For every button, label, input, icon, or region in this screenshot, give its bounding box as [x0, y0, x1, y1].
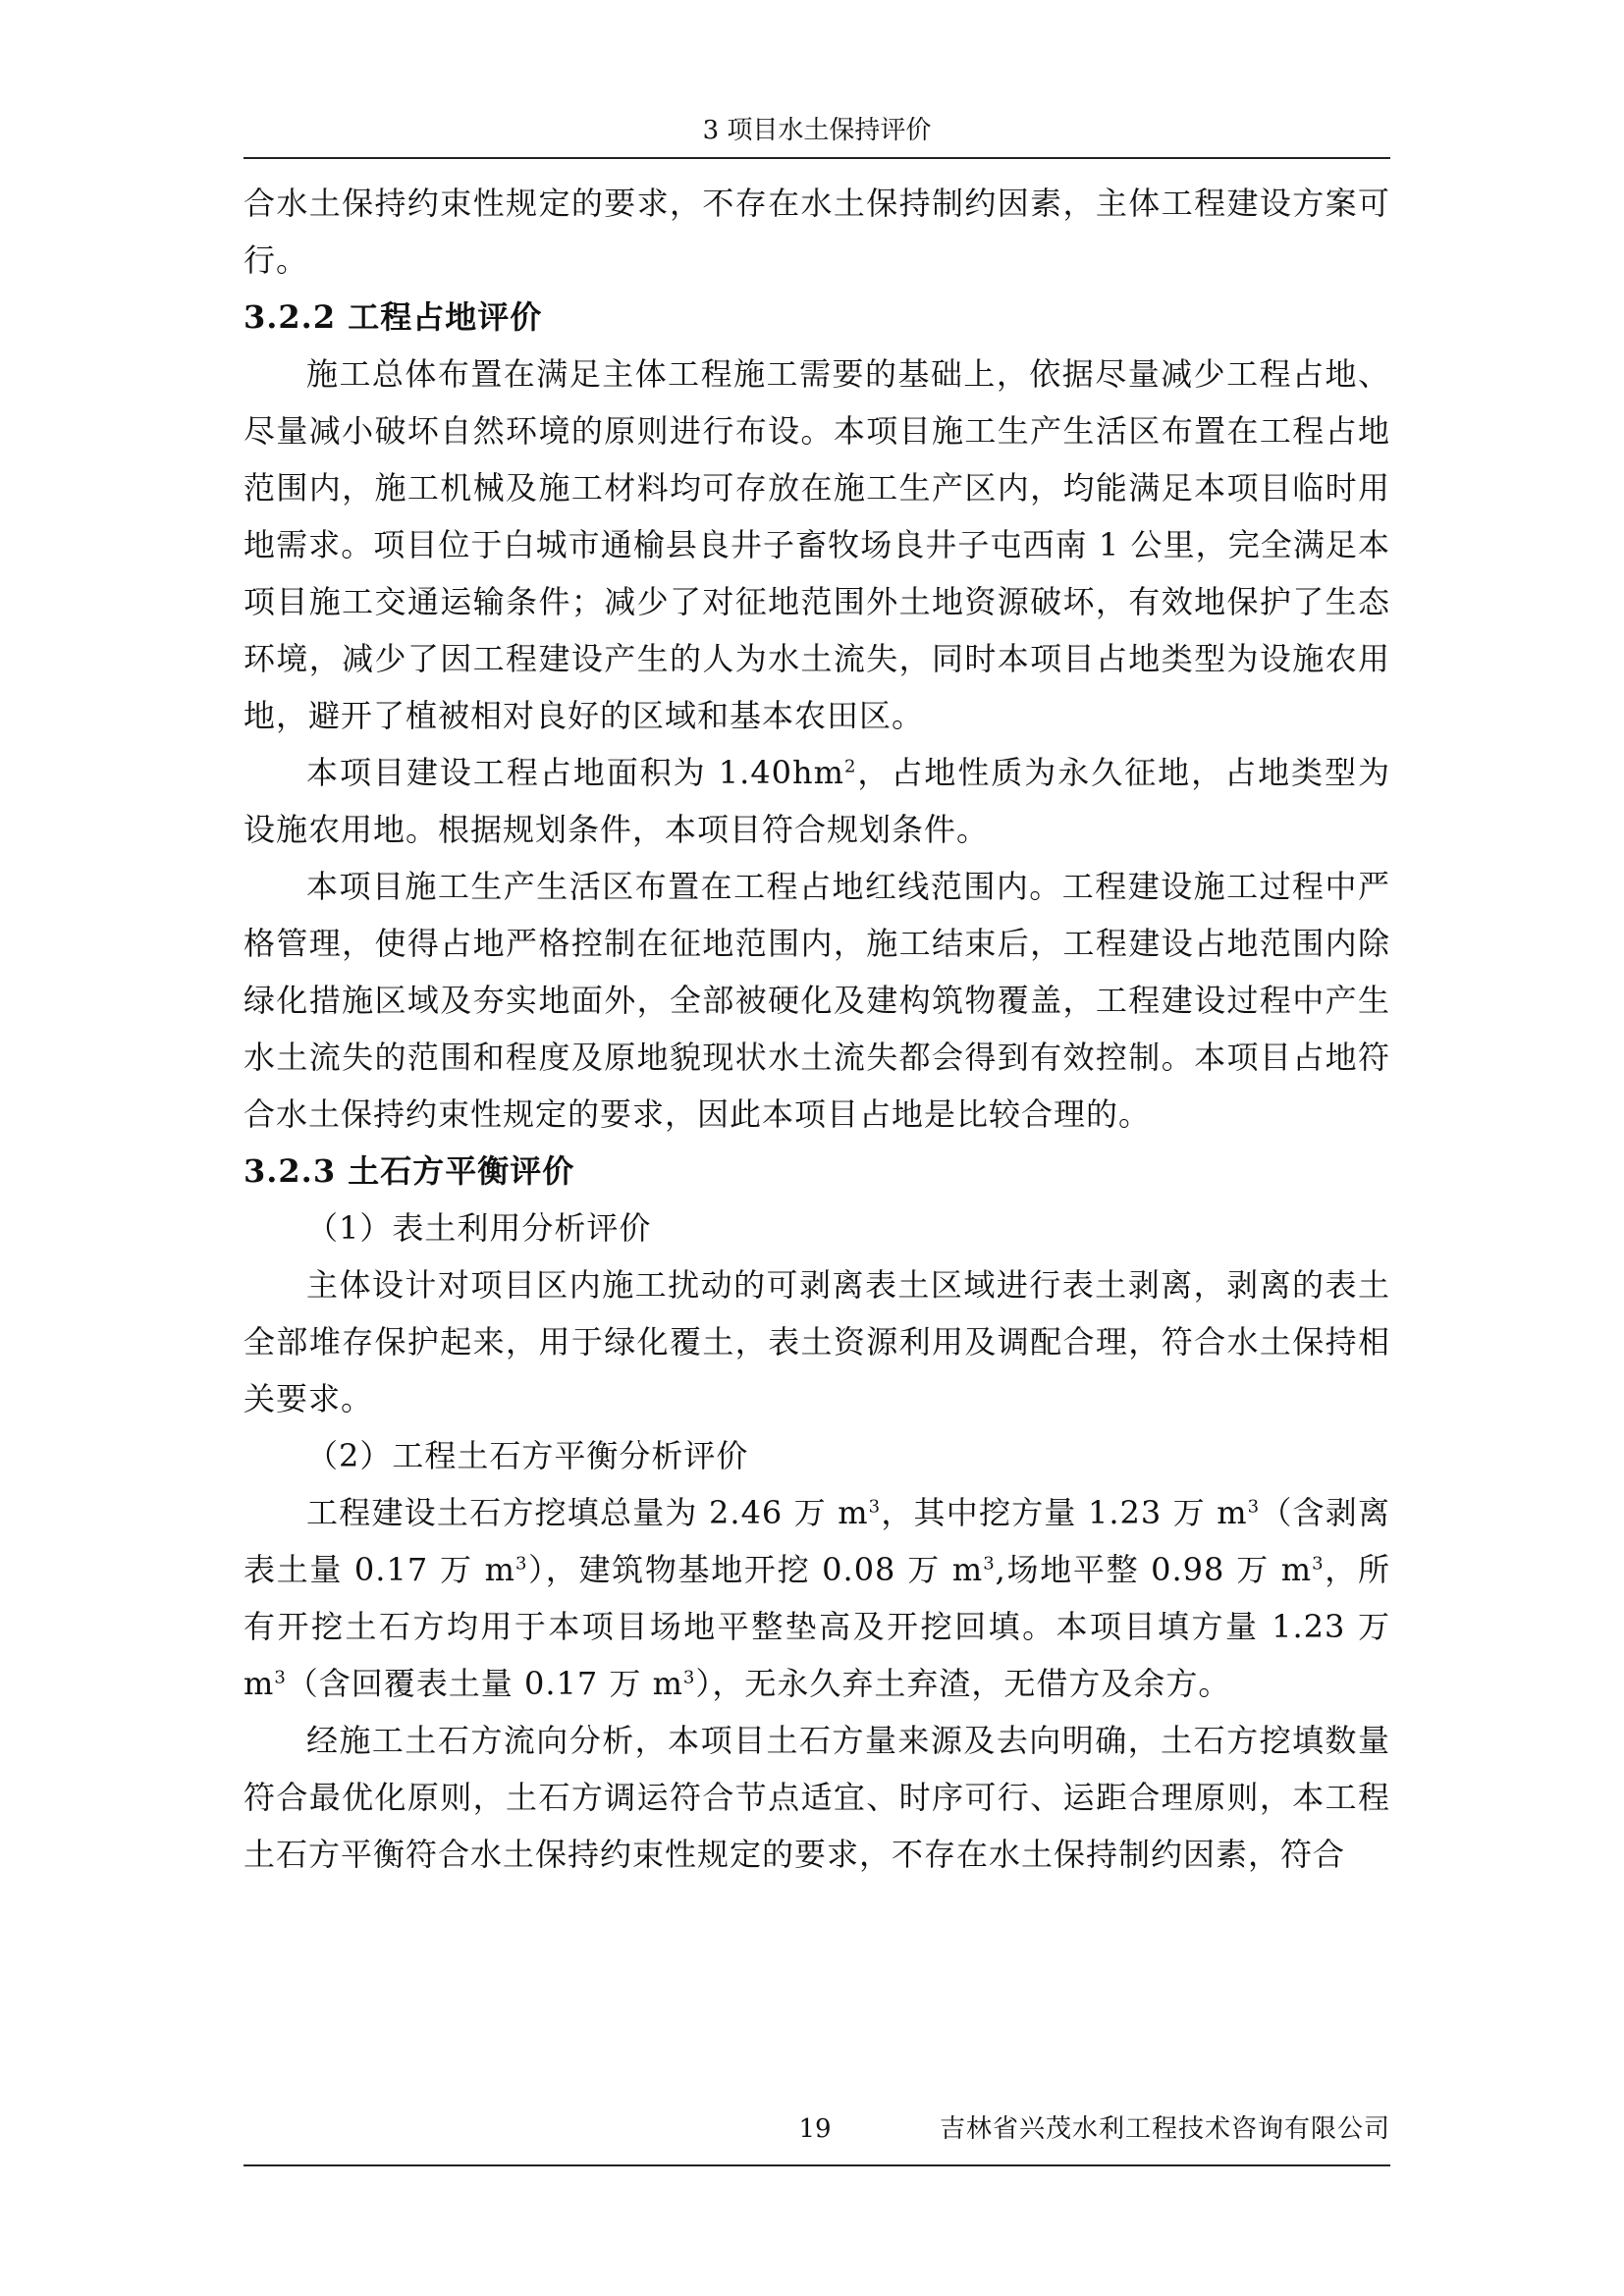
- superscript-3: 3: [514, 1553, 528, 1575]
- land-area-text-a: 本项目建设工程占地面积为 1.40hm: [306, 754, 844, 791]
- earthwork-text-7: （含回覆表土量 0.17 万 m: [286, 1665, 683, 1702]
- company-name: 吉林省兴茂水利工程技术咨询有限公司: [939, 2114, 1390, 2144]
- superscript-3: 3: [983, 1553, 996, 1575]
- superscript-3: 3: [682, 1667, 696, 1688]
- paragraph-land-evaluation: 本项目施工生产生活区布置在工程占地红线范围内。工程建设施工过程中严格管理，使得占地严格控制在征地范围内，施工结束后，工程建设占地范围内除绿化措施区域及夯实地面外，全部被硬化及建构筑物覆盖，工程建设过程中产生水土流失的范围和程度及原地貌现状水土流失都会得到有效控制。本项目占地符合水土保持约束性规定的要求，因此本项目占地是比较合理的。: [244, 868, 1390, 1133]
- page-body: [244, 175, 1390, 1883]
- superscript-2: 2: [844, 756, 857, 777]
- subheading-earthwork-balance: （2）工程土石方平衡分析评价: [306, 1437, 749, 1474]
- header-divider: [244, 157, 1390, 159]
- running-header: 3 项目水土保持评价: [702, 116, 932, 145]
- paragraph-continuation: 合水土保持约束性规定的要求，不存在水土保持制约因素，主体工程建设方案可行。: [244, 185, 1390, 279]
- earthwork-text-5: ,场地平整 0.98 万 m: [995, 1551, 1313, 1588]
- superscript-3: 3: [274, 1667, 287, 1688]
- paragraph-land-area: [244, 744, 1390, 858]
- earthwork-text-8: ），无永久弃土弃渣，无借方及余方。: [695, 1665, 1231, 1702]
- subheading-topsoil: （1）表土利用分析评价: [306, 1209, 652, 1247]
- earthwork-text-6: ，所有开挖土石方均用于本项目场地平整垫高及开挖回填。本项目填方量 1.23 万 m: [244, 1551, 1390, 1702]
- superscript-3: 3: [1247, 1496, 1261, 1518]
- paragraph-earthwork-flow: 经施工土石方流向分析，本项目土石方量来源及去向明确，土石方挖填数量符合最优化原则，土石方调运符合节点适宜、时序可行、运距合理原则，本工程土石方平衡符合水土保持约束性规定的要求，不存在水土保持制约因素，符合: [244, 1722, 1390, 1873]
- superscript-3: 3: [868, 1496, 882, 1518]
- paragraph-topsoil: 主体设计对项目区内施工扰动的可剥离表土区域进行表土剥离，剥离的表土全部堆存保护起来，用于绿化覆土，表土资源利用及调配合理，符合水土保持相关要求。: [244, 1266, 1390, 1417]
- superscript-3: 3: [1312, 1553, 1325, 1575]
- section-heading-3-2-2: 3.2.2 工程占地评价: [244, 298, 543, 336]
- page-number: 19: [798, 2114, 832, 2144]
- paragraph-layout-description: 施工总体布置在满足主体工程施工需要的基础上，依据尽量减少工程占地、尽量减小破坏自然环境的原则进行布设。本项目施工生产生活区布置在工程占地范围内，施工机械及施工材料均可存放在施工生产区内，均能满足本项目临时用地需求。项目位于白城市通榆县良井子畜牧场良井子屯西南 1 公里，完全满足本项目施工交通运输条件；减少了对征地范围外土地资源破坏，有效地保护了生态环境，减少了因工程建设产生的人为水土流失，同时本项目占地类型为设施农用地，避开了植被相对良好的区域和基本农田区。: [244, 355, 1390, 734]
- footer-divider: [244, 2164, 1390, 2166]
- earthwork-text-4: ），建筑物基地开挖 0.08 万 m: [527, 1551, 984, 1588]
- section-heading-3-2-3: 3.2.3 土石方平衡评价: [244, 1152, 575, 1190]
- earthwork-text-3: （含剥离表土量 0.17 万 m: [244, 1494, 1390, 1588]
- paragraph-earthwork-quantities: [244, 1484, 1390, 1712]
- earthwork-text-1: 工程建设土石方挖填总量为 2.46 万 m: [306, 1494, 869, 1531]
- land-area-text-b: ，占地性质为永久征地，占地类型为设施农用地。根据规划条件，本项目符合规划条件。: [244, 754, 1390, 848]
- earthwork-text-2: ，其中挖方量 1.23 万 m: [881, 1494, 1248, 1531]
